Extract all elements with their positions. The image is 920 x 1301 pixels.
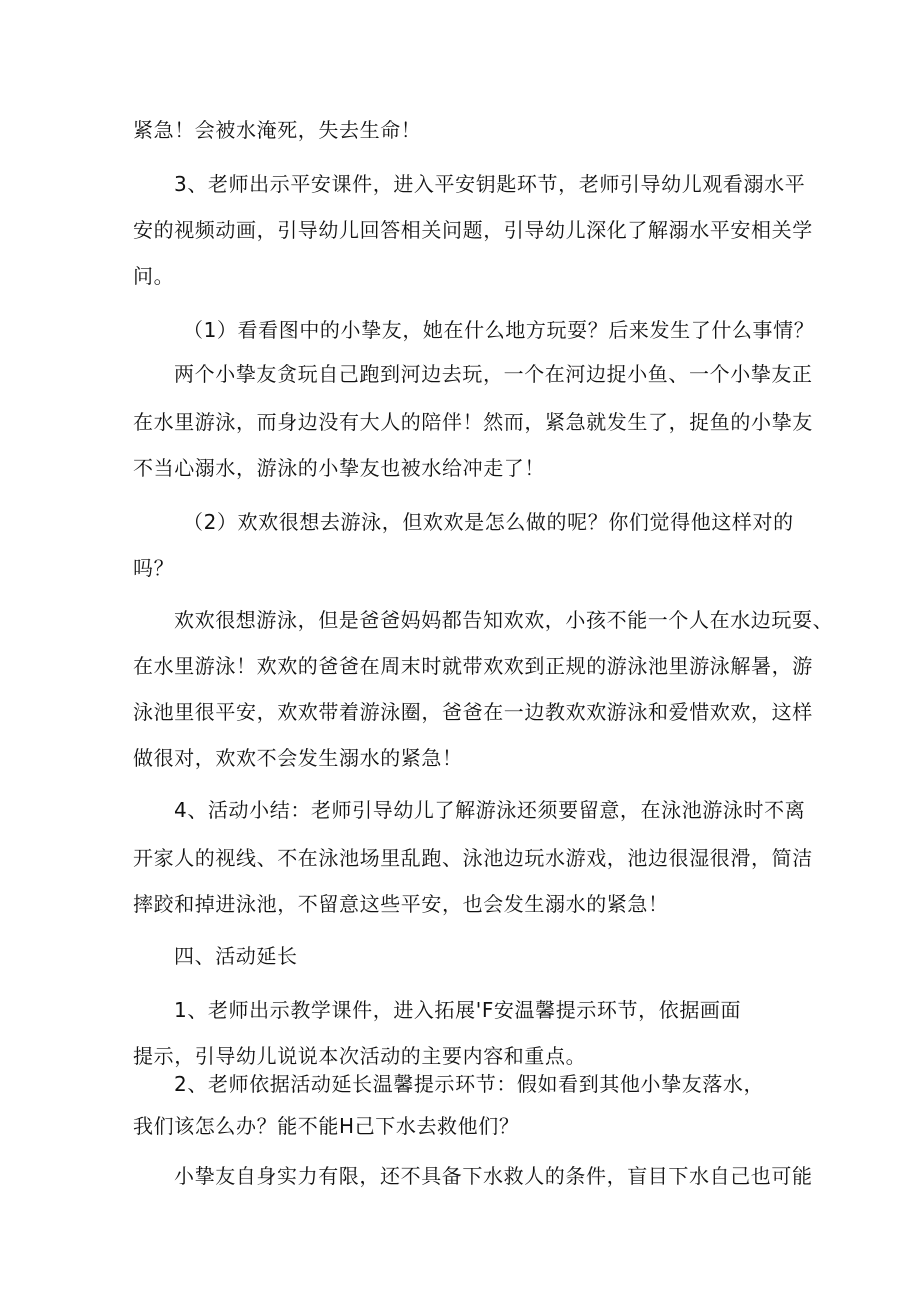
text-line: 在水里游泳！欢欢的爸爸在周末时就带欢欢到正规的游泳池里游泳解暑，游 — [133, 654, 813, 678]
text-line: 在水里游泳，而身边没有大人的陪伴！然而，紧急就发生了，捉鱼的小挚友 — [133, 410, 813, 434]
text-line: 3、老师出示平安课件，进入平安钥匙环节，老师引导幼儿观看溺水平 — [174, 172, 806, 196]
text-line: 做很对，欢欢不会发生溺水的紧急！ — [133, 746, 463, 770]
text-line: 1、老师出示教学课件，进入拓展'F安温馨提示环节，依据画面 — [174, 998, 742, 1022]
text-line: 问。 — [133, 264, 175, 288]
text-line: 摔跤和掉进泳池，不留意这些平安，也会发生溺水的紧急！ — [133, 892, 669, 916]
text-line: 提示，引导幼儿说说本次活动的主要内容和重点。 — [133, 1044, 587, 1068]
text-line: 4、活动小结：老师引导幼儿了解游泳还须要留意，在泳池游泳时不离 — [174, 798, 806, 822]
text-line: 安的视频动画，引导幼儿回答相关问题，引导幼儿深化了解溺水平安相关学 — [133, 218, 813, 242]
text-line: 两个小挚友贪玩自己跑到河边去玩，一个在河边捉小鱼、一个小挚友正 — [174, 362, 813, 386]
text-line: 紧急！会被水淹死，失去生命！ — [133, 118, 422, 142]
text-line: 吗？ — [133, 556, 175, 580]
text-line: 2、老师依据活动延长温馨提示环节：假如看到其他小挚友落水， — [174, 1072, 765, 1096]
text-line: 欢欢很想游泳，但是爸爸妈妈都告知欢欢，小孩不能一个人在水边玩耍、 — [174, 608, 834, 632]
text-line: 开家人的视线、不在泳池场里乱跑、泳池边玩水游戏，池边很湿很滑，简洁 — [133, 846, 813, 870]
text-line: 泳池里很平安，欢欢带着游泳圈，爸爸在一边教欢欢游泳和爱惜欢欢，这样 — [133, 700, 813, 724]
text-line: （1）看看图中的小挚友，她在什么地方玩耍？后来发生了什么事情？ — [183, 318, 815, 342]
text-line: 我们该怎么办？能不能H己下水去救他们？ — [133, 1114, 520, 1138]
text-line: 不当心溺水，游泳的小挚友也被水给冲走了！ — [133, 456, 545, 480]
text-line: 小挚友自身实力有限，还不具备下水救人的条件，盲目下水自己也可能 — [174, 1164, 813, 1188]
text-line: （2）欢欢很想去游泳，但欢欢是怎么做的呢？你们觉得他这样对的 — [183, 510, 794, 534]
section-heading: 四、活动延长 — [174, 944, 298, 968]
